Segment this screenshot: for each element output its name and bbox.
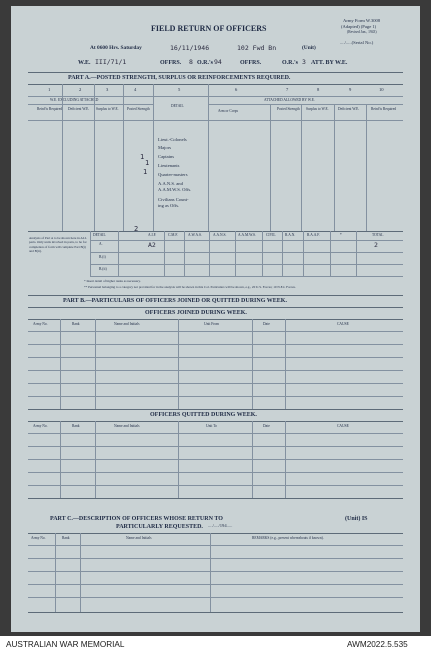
col-divider <box>330 231 331 276</box>
rule <box>90 276 403 277</box>
quitted-header-cause: CAUSE <box>337 424 349 428</box>
col-number: 7 <box>286 87 289 92</box>
col-number: 10 <box>379 87 384 92</box>
rule <box>28 120 403 121</box>
rank-aans: A.A.N.S. and <box>158 181 183 186</box>
form-revised: (Revised Jan., 1943) <box>347 30 377 34</box>
rule <box>28 558 403 559</box>
col-divider <box>252 319 253 409</box>
rule <box>28 485 403 486</box>
col-divider <box>90 231 91 276</box>
part-c-header-name: Name and Initials <box>126 536 152 540</box>
rule <box>28 421 403 422</box>
posted-captains: 1 <box>140 153 145 161</box>
rank-lieutenants: Lieutenants <box>158 163 180 168</box>
part-c-header-army-no: Army No. <box>31 536 46 540</box>
rule <box>28 72 403 73</box>
col-divider <box>178 421 179 498</box>
col-divider <box>235 231 236 276</box>
analysis-col: A.A.M.W.S. <box>238 233 256 237</box>
analysis-total-value: 2 <box>374 241 378 249</box>
joined-header-cause: CAUSE <box>337 322 349 326</box>
col-divider <box>62 84 63 231</box>
quitted-header-army-no: Army No. <box>33 424 48 428</box>
analysis-col: R.A.A.F. <box>307 233 320 237</box>
rank-civilians-cont: ing as Offs. <box>158 203 180 208</box>
col-divider <box>334 104 335 231</box>
rule <box>28 612 403 613</box>
quitted-header-unit-to: Unit To <box>206 424 217 428</box>
part-c-unit: (Unit) IS <box>345 516 368 522</box>
offrs-count: 8 <box>189 58 193 66</box>
form-adapted: (Adapted) (Page 1) <box>341 24 377 29</box>
col-divider <box>164 231 165 276</box>
offrs-att-label: OFFRS. <box>240 60 262 66</box>
header-posted-left: Posted Strength <box>127 107 150 111</box>
analysis-col: A.A.N.S. <box>213 233 227 237</box>
analysis-col: CIVIL <box>266 233 276 237</box>
col-divider <box>285 319 286 409</box>
analysis-note: Analysis of Part A to be shown here in ALL parts. Only units involved in parts, to be for completion of form will complete Part B(i) and B(ii). <box>29 236 87 253</box>
header-surplus-right: Surplus to W.E. <box>306 107 329 111</box>
rule <box>28 433 403 434</box>
header-reinf-left: Reinf'ts Required <box>37 107 63 111</box>
col-number: 6 <box>235 87 238 92</box>
rule <box>28 295 403 296</box>
col-divider <box>210 533 211 612</box>
analysis-aif-value: A2 <box>148 241 156 249</box>
col-divider <box>118 231 119 276</box>
rule <box>28 231 403 232</box>
footnote: ** Personnel belonging to a category not provided for in the analysis will be shown in this Col. Particulars will be shown, e.g., 20 U.S. Forces; 10 N.E.I. Forces. <box>84 285 296 289</box>
part-c-date: ..../..../194..... <box>208 523 233 528</box>
col-divider <box>153 84 154 231</box>
rank-majors: Majors <box>158 145 172 150</box>
form-number: Army Form W.3008 <box>343 18 381 23</box>
joined-header-rank: Rank <box>72 322 80 326</box>
part-c-header-rank: Rank <box>62 536 70 540</box>
rule <box>28 370 403 371</box>
we-number: III/71/1 <box>95 58 127 66</box>
header-posted-right: Posted Strength <box>277 107 300 111</box>
quitted-header-date: Date <box>263 424 270 428</box>
analysis-col: TOTAL <box>372 233 384 237</box>
rule <box>28 584 403 585</box>
detail-header: DETAIL <box>171 104 184 108</box>
ors-att-count: 3 <box>302 58 306 66</box>
col-divider <box>252 421 253 498</box>
quitted-header-name: Name and Initials <box>114 424 140 428</box>
posted-total: 2 <box>134 225 139 233</box>
part-c-header-remarks: REMARKS (e.g., present whereabouts if known). <box>252 536 324 540</box>
col-divider <box>301 104 302 231</box>
analysis-col: R.A.N. <box>285 233 296 237</box>
col-divider <box>95 421 96 498</box>
rule <box>28 84 403 85</box>
col-divider <box>95 319 96 409</box>
rule <box>28 104 153 105</box>
analysis-row: B.(i) <box>99 255 106 259</box>
analysis-row: B.(ii) <box>99 267 107 271</box>
footer-accession-number: AWM2022.5.535 <box>347 640 408 649</box>
rule <box>28 319 403 320</box>
rule <box>28 383 403 384</box>
joined-header-date: Date <box>263 322 270 326</box>
group-header-we: W.E. EXCLUDING ATTACHED <box>50 98 99 102</box>
col-number: 5 <box>178 87 181 92</box>
footnote: * Insert detail of higher ranks as necessary. <box>84 279 141 283</box>
group-header-attached: ATTACHED ALLOWED BY W.E. <box>264 98 315 102</box>
rule <box>28 331 403 332</box>
header-surplus-left: Surplus to W.E. <box>96 107 119 111</box>
joined-header-unit-from: Unit From <box>204 322 220 326</box>
rule <box>28 396 403 397</box>
rule <box>28 96 403 97</box>
at-hours-label: At 0600 Hrs. Saturday <box>90 45 142 51</box>
rank-civilians: Civilians Count- <box>158 197 189 202</box>
col-divider <box>356 231 357 276</box>
rule <box>28 533 403 534</box>
part-c-title-line2: PARTICULARLY REQUESTED. <box>116 524 203 530</box>
offrs-label: OFFRS. <box>160 60 182 66</box>
quitted-title: OFFICERS QUITTED DURING WEEK. <box>150 412 257 418</box>
col-number: 8 <box>317 87 320 92</box>
col-number: 9 <box>349 87 352 92</box>
header-arm-corps: Arm or Corps <box>218 109 238 113</box>
posted-quartermasters: 1 <box>143 168 148 176</box>
col-number: 3 <box>106 87 109 92</box>
rule <box>28 446 403 447</box>
col-divider <box>60 421 61 498</box>
rule <box>28 545 403 546</box>
unit-name: 102 Fwd Bn <box>237 44 277 52</box>
header-deficient-right: Deficient W.E. <box>338 107 360 111</box>
footer-credit: AUSTRALIAN WAR MEMORIAL <box>6 640 125 649</box>
analysis-row: A. <box>99 242 103 246</box>
header-reinf-right: Reinf'ts Required <box>371 107 397 111</box>
joined-title: OFFICERS JOINED DURING WEEK. <box>145 310 247 316</box>
col-divider <box>94 84 95 231</box>
ors-label: O.R.'s <box>197 60 214 66</box>
joined-header-army-no: Army No. <box>33 322 48 326</box>
col-divider <box>80 533 81 612</box>
col-divider <box>184 231 185 276</box>
quitted-header-rank: Rank <box>72 424 80 428</box>
rule <box>28 409 403 410</box>
rule <box>28 571 403 572</box>
rank-captains: Captains <box>158 154 175 159</box>
serial-number: ..../.....(Serial No.) <box>340 40 374 45</box>
header-deficient-left: Deficient W.E. <box>68 107 90 111</box>
col-divider <box>366 104 367 231</box>
rule <box>28 307 403 308</box>
rule <box>28 498 403 499</box>
return-date: 16/11/1946 <box>170 44 210 52</box>
joined-header-name: Name and Initials <box>114 322 140 326</box>
col-divider <box>60 319 61 409</box>
col-divider <box>55 533 56 612</box>
rule <box>28 357 403 358</box>
analysis-col: A.W.A.S. <box>188 233 202 237</box>
analysis-col: * <box>340 233 342 237</box>
unit-label: (Unit) <box>302 45 316 51</box>
col-divider <box>208 84 209 231</box>
posted-lieutenants: 1 <box>145 159 150 167</box>
rule <box>28 459 403 460</box>
col-divider <box>209 231 210 276</box>
rule <box>28 472 403 473</box>
analysis-col: DETAIL <box>93 233 106 237</box>
col-number: 1 <box>48 87 51 92</box>
rank-aamws: A.A.M.W.S. Offs. <box>158 187 192 192</box>
part-a-title: PART A.—POSTED STRENGTH, SURPLUS OR REINFORCEMENTS REQUIRED. <box>68 75 291 81</box>
att-by-we-label: ATT. BY W.E. <box>311 60 348 66</box>
rule <box>208 104 403 105</box>
ors-count: 94 <box>214 58 222 66</box>
col-divider <box>262 231 263 276</box>
analysis-col: A.I.F. <box>148 233 157 237</box>
col-number: 4 <box>134 87 137 92</box>
col-divider <box>270 104 271 231</box>
col-divider <box>282 231 283 276</box>
col-number: 2 <box>79 87 82 92</box>
part-c-title: PART C.—DESCRIPTION OF OFFICERS WHOSE RETURN TO <box>50 516 223 522</box>
analysis-col: C.M.F. <box>168 233 178 237</box>
rule <box>28 344 403 345</box>
col-divider <box>303 231 304 276</box>
part-b-title: PART B.—PARTICULARS OF OFFICERS JOINED OR QUITTED DURING WEEK. <box>63 298 287 304</box>
col-divider <box>285 421 286 498</box>
rank-quartermasters: Quarter-masters <box>158 172 188 177</box>
we-label: W.E. <box>78 60 91 66</box>
ors-att-label: O.R.'s <box>282 60 299 66</box>
col-divider <box>178 319 179 409</box>
rank-lieut-colonels: Lieut.-Colonels <box>158 137 187 142</box>
form-title: FIELD RETURN OF OFFICERS <box>151 24 267 33</box>
col-divider <box>123 84 124 231</box>
rule <box>28 597 403 598</box>
